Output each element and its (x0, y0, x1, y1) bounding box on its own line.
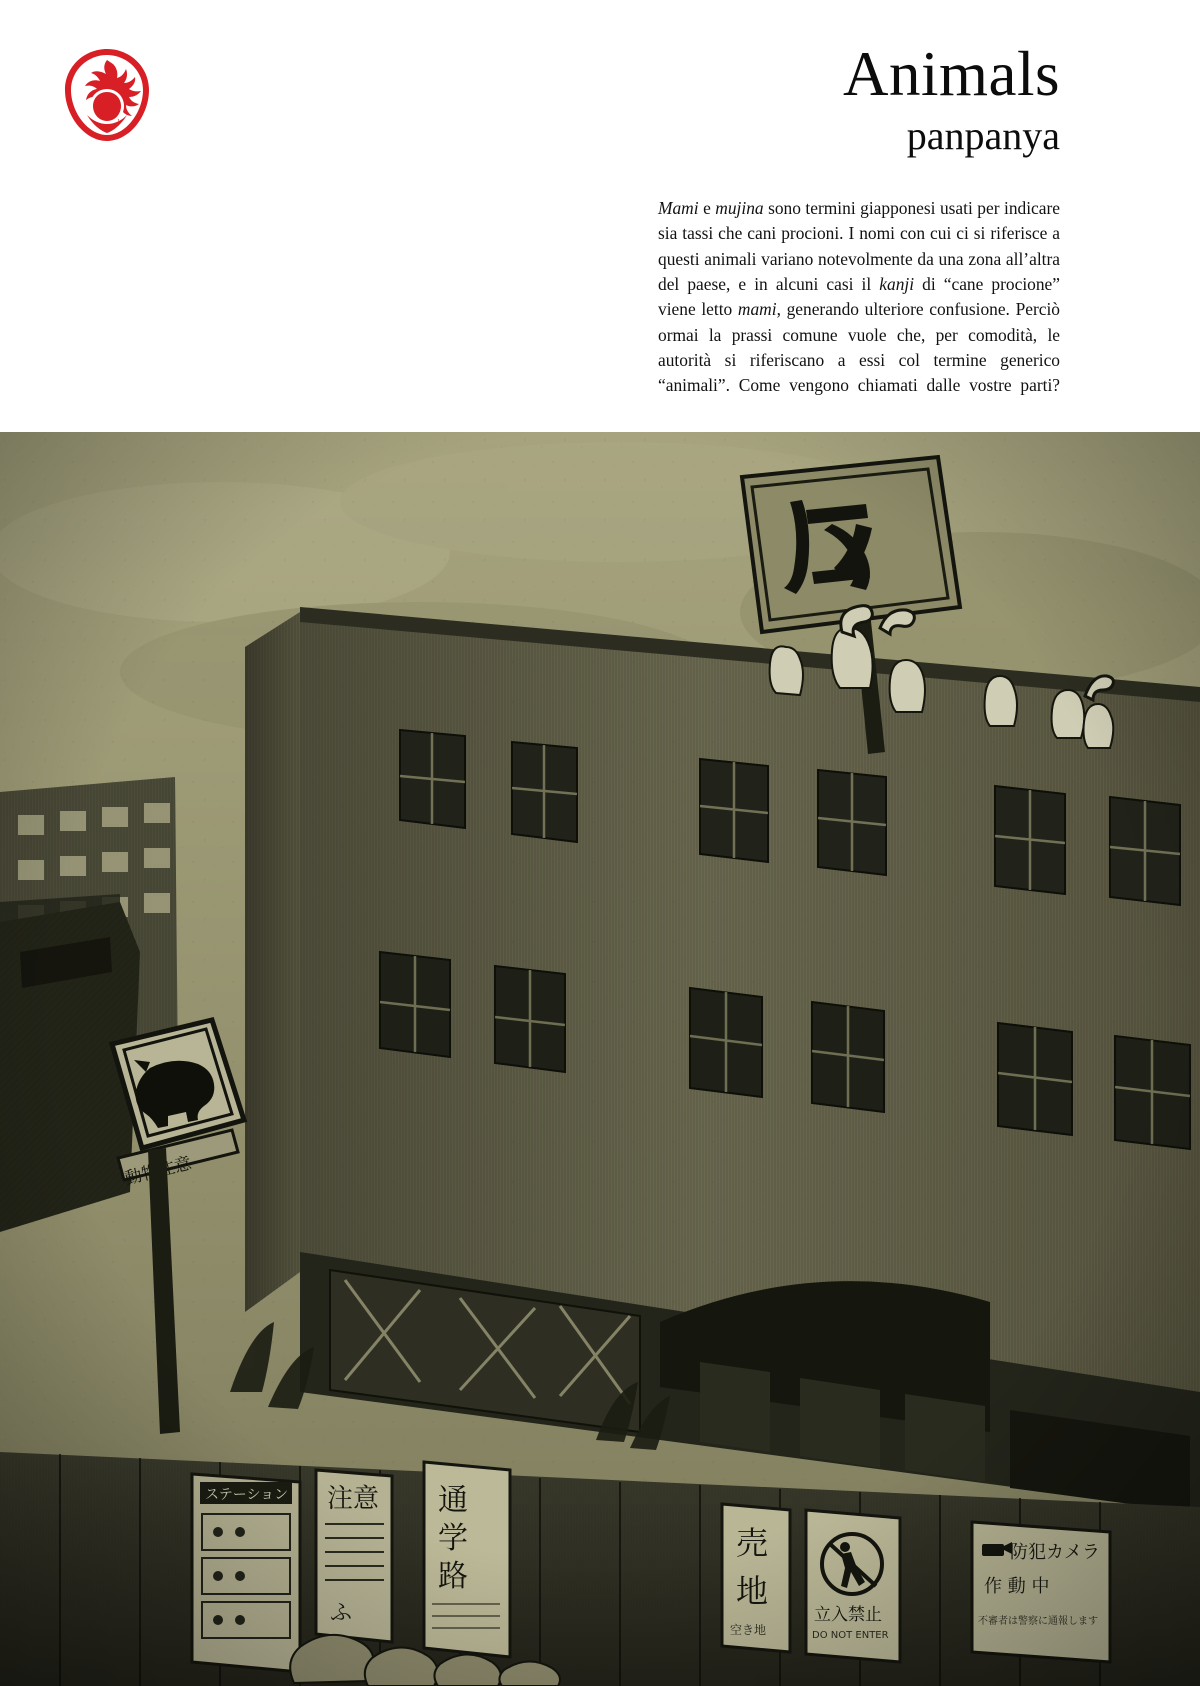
blurb-text: Mami e mujina sono termini giapponesi usati per indicare sia tassi che cani procioni. I nomi con cui ci si riferisce a questi animali variano notevolmente da una zona all’altra del paese, e in alcuni casi il kanji di “cane procione” viene letto mami, generando ulteriore confusione. Perciò ormai la prassi comune vuole che, per comodità, le autorità si riferiscano a essi col termine generico “animali”. Come vengono chiamati dalle vostre parti? (658, 198, 1060, 396)
title-block (440, 39, 1060, 159)
building-scene-illustration (0, 432, 1200, 1686)
author-name: panpanya (906, 113, 1060, 159)
page-title: Animals (843, 39, 1060, 109)
publisher-logo (57, 45, 157, 145)
cover-illustration (0, 432, 1200, 1686)
cover-header (0, 0, 1200, 432)
ornamental-crest-icon (57, 45, 157, 145)
